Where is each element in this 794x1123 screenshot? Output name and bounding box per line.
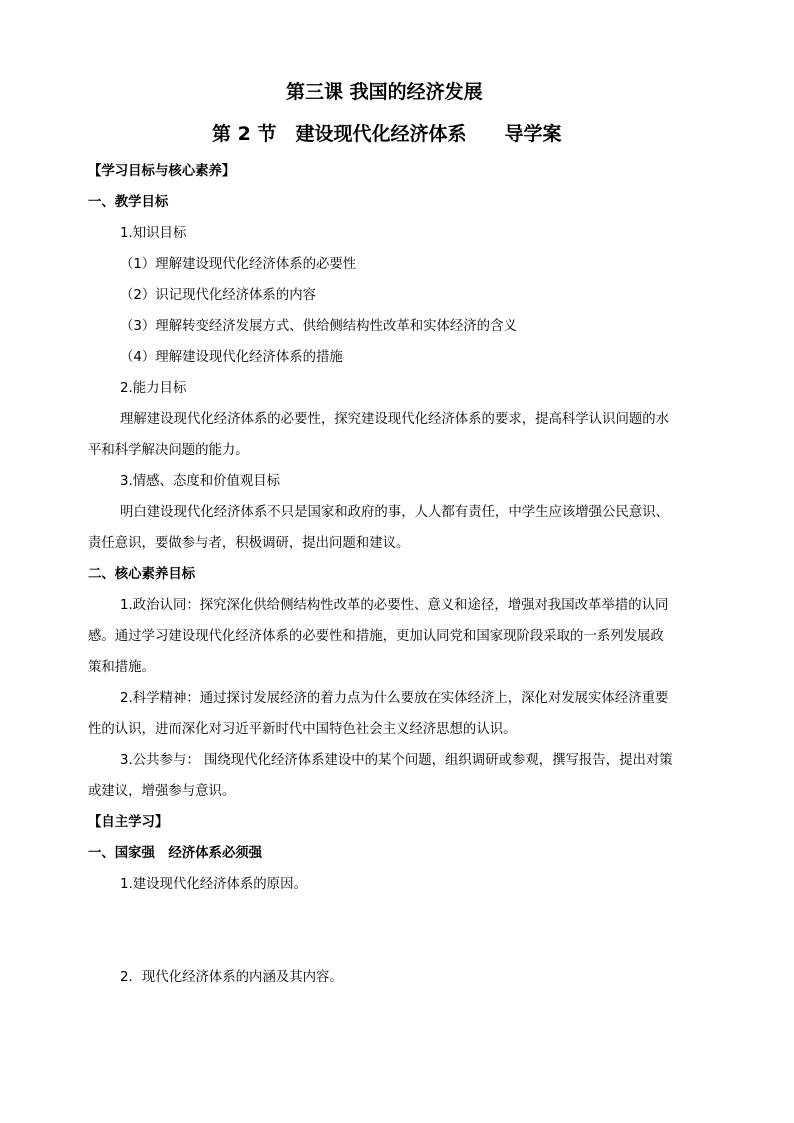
list-item: （2）识记现代化经济体系的内容 <box>120 288 316 303</box>
heading-self-study: 【自主学习】 <box>88 815 169 830</box>
heading-learning-goals: 【学习目标与核心素养】 <box>88 164 236 179</box>
paragraph-line: 策和措施。 <box>88 660 155 675</box>
question-item: 1.建设现代化经济体系的原因。 <box>120 877 307 892</box>
list-item: （1）理解建设现代化经济体系的必要性 <box>120 257 357 272</box>
section-title: 第 2 节 建设现代化经济体系 导学案 <box>212 123 562 145</box>
paragraph-line: 3.公共参与： 围绕现代化经济体系建设中的某个问题，组织调研或参观，撰写报告，提出对策 <box>120 753 673 768</box>
paragraph-line: 或建议，增强参与意识。 <box>88 784 236 799</box>
subheading-values-goals: 3.情感、态度和价值观目标 <box>120 474 281 489</box>
paragraph-line: 理解建设现代化经济体系的必要性，探究建设现代化经济体系的要求，提高科学认识问题的水 <box>120 412 670 427</box>
paragraph-line: 责任意识，要做参与者，积极调研，提出问题和建议。 <box>88 536 410 551</box>
paragraph-line: 2.科学精神：通过探讨发展经济的着力点为什么要放在实体经济上，深化对发展实体经济重要 <box>120 691 669 706</box>
heading-teaching-goals: 一、教学目标 <box>88 195 169 210</box>
subheading-knowledge-goals: 1.知识目标 <box>120 226 187 241</box>
paragraph-line: 性的认识，进而深化对习近平新时代中国特色社会主义经济思想的认识。 <box>88 722 517 737</box>
paragraph-line: 1.政治认同：探究深化供给侧结构性改革的必要性、意义和途径，增强对我国改革举措的认同 <box>120 598 669 613</box>
heading-strong-economy: 一、国家强 经济体系必须强 <box>88 846 263 861</box>
list-item: （3）理解转变经济发展方式、供给侧结构性改革和实体经济的含义 <box>120 319 517 334</box>
question-item: 2．现代化经济体系的内涵及其内容。 <box>120 970 343 985</box>
list-item: （4）理解建设现代化经济体系的措施 <box>120 350 343 365</box>
subheading-ability-goals: 2.能力目标 <box>120 381 187 396</box>
heading-core-literacy: 二、核心素养目标 <box>88 567 196 582</box>
paragraph-line: 感。通过学习建设现代化经济体系的必要性和措施，更加认同党和国家现阶段采取的一系列发展政 <box>88 629 664 644</box>
paragraph-line: 平和科学解决问题的能力。 <box>88 443 249 458</box>
paragraph-line: 明白建设现代化经济体系不只是国家和政府的事，人人都有责任，中学生应该增强公民意识、 <box>120 505 670 520</box>
lesson-title: 第三课 我国的经济发展 <box>286 81 483 103</box>
